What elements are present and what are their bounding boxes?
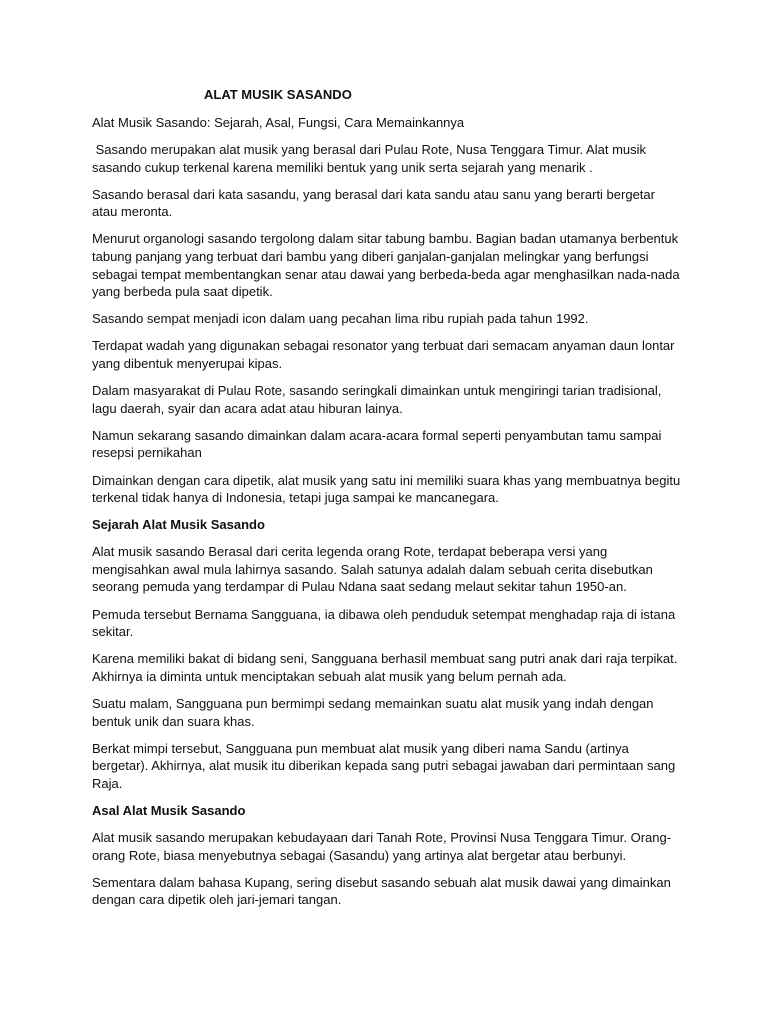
document-page [92, 86, 682, 918]
sejarah-paragraph: Alat musik sasando Berasal dari cerita legenda orang Rote, terdapat beberapa versi yang mengisahkan awal mula lahirnya sasando. Salah satunya adalah dalam sebuah cerita disebutkan seorang pemuda yang terdampar di Pulau Ndana saat sedang melaut sekitar tahun 1950-an. [92, 544, 653, 595]
asal-paragraph: Alat musik sasando merupakan kebudayaan dari Tanah Rote, Provinsi Nusa Tenggara Timur. Orang-orang Rote, biasa menyebutnya sebagai (Sasandu) yang artinya alat bergetar atau berbunyi. [92, 830, 672, 863]
intro-paragraph: Dalam masyarakat di Pulau Rote, sasando seringkali dimainkan untuk mengiringi tarian tradisional, lagu daerah, syair dan acara adat atau hiburan lainya. [92, 383, 662, 416]
sejarah-paragraph: Pemuda tersebut Bernama Sangguana, ia dibawa oleh penduduk setempat menghadap raja di istana sekitar. [92, 606, 676, 640]
intro-paragraph: Namun sekarang sasando dimainkan dalam acara-acara formal seperti penyambutan tamu sampai resepsi pernikahan [92, 427, 662, 461]
intro-paragraph: Dimainkan dengan cara dipetik, alat musik yang satu ini memiliki suara khas yang membuatnya begitu terkenal tidak hanya di Indonesia, tetapi juga sampai ke mancanegara. [92, 472, 681, 506]
sejarah-paragraph: Suatu malam, Sangguana pun bermimpi sedang memainkan suatu alat musik yang indah dengan bentuk unik dan suara khas. [92, 695, 654, 729]
intro-paragraph: Terdapat wadah yang digunakan sebagai resonator yang terbuat dari semacam anyaman daun lontar yang dibentuk menyerupai kipas. [92, 338, 675, 372]
sejarah-paragraph: Berkat mimpi tersebut, Sangguana pun membuat alat musik yang diberi nama Sandu (artinya bergetar). Akhirnya, alat musik itu diberikan kepada sang putri sebagai jawaban dari permintaan sang Raja. [92, 740, 676, 791]
intro-paragraph: Sasando berasal dari kata sasandu, yang berasal dari kata sandu atau sanu yang berarti bergetar atau meronta. [92, 186, 655, 220]
asal-paragraph: Sementara dalam bahasa Kupang, sering disebut sasando sebuah alat musik dawai yang dimainkan dengan cara dipetik oleh jari-jemari tangan. [92, 874, 671, 908]
section-heading-asal: Asal Alat Musik Sasando [92, 802, 246, 818]
section-heading-sejarah: Sejarah Alat Musik Sasando [92, 517, 265, 533]
document-subtitle: Alat Musik Sasando: Sejarah, Asal, Fungsi, Cara Memainkannya [92, 115, 465, 130]
intro-paragraph: Sasando sempat menjadi icon dalam uang pecahan lima ribu rupiah pada tahun 1992. [92, 311, 589, 327]
document-title: ALAT MUSIK SASANDO [204, 87, 352, 102]
sejarah-paragraph: Karena memiliki bakat di bidang seni, Sangguana berhasil membuat sang putri anak dari raja terpikat. Akhirnya ia diminta untuk menciptakan sebuah alat musik yang belum pernah ada. [92, 651, 678, 684]
intro-paragraph: Menurut organologi sasando tergolong dalam sitar tabung bambu. Bagian badan utamanya berbentuk tabung panjang yang terbuat dari bambu yang diberi ganjalan-ganjalan melingkar yang berfungsi sebagai tempat membentangkan senar atau dawai yang berbeda-beda agar menghasilkan nada-nada yang berbeda pula saat dipetik. [92, 231, 680, 300]
intro-paragraph: Sasando merupakan alat musik yang berasal dari Pulau Rote, Nusa Tenggara Timur. Alat musik sasando cukup terkenal karena memiliki bentuk yang unik serta sejarah yang menarik . [92, 142, 650, 175]
